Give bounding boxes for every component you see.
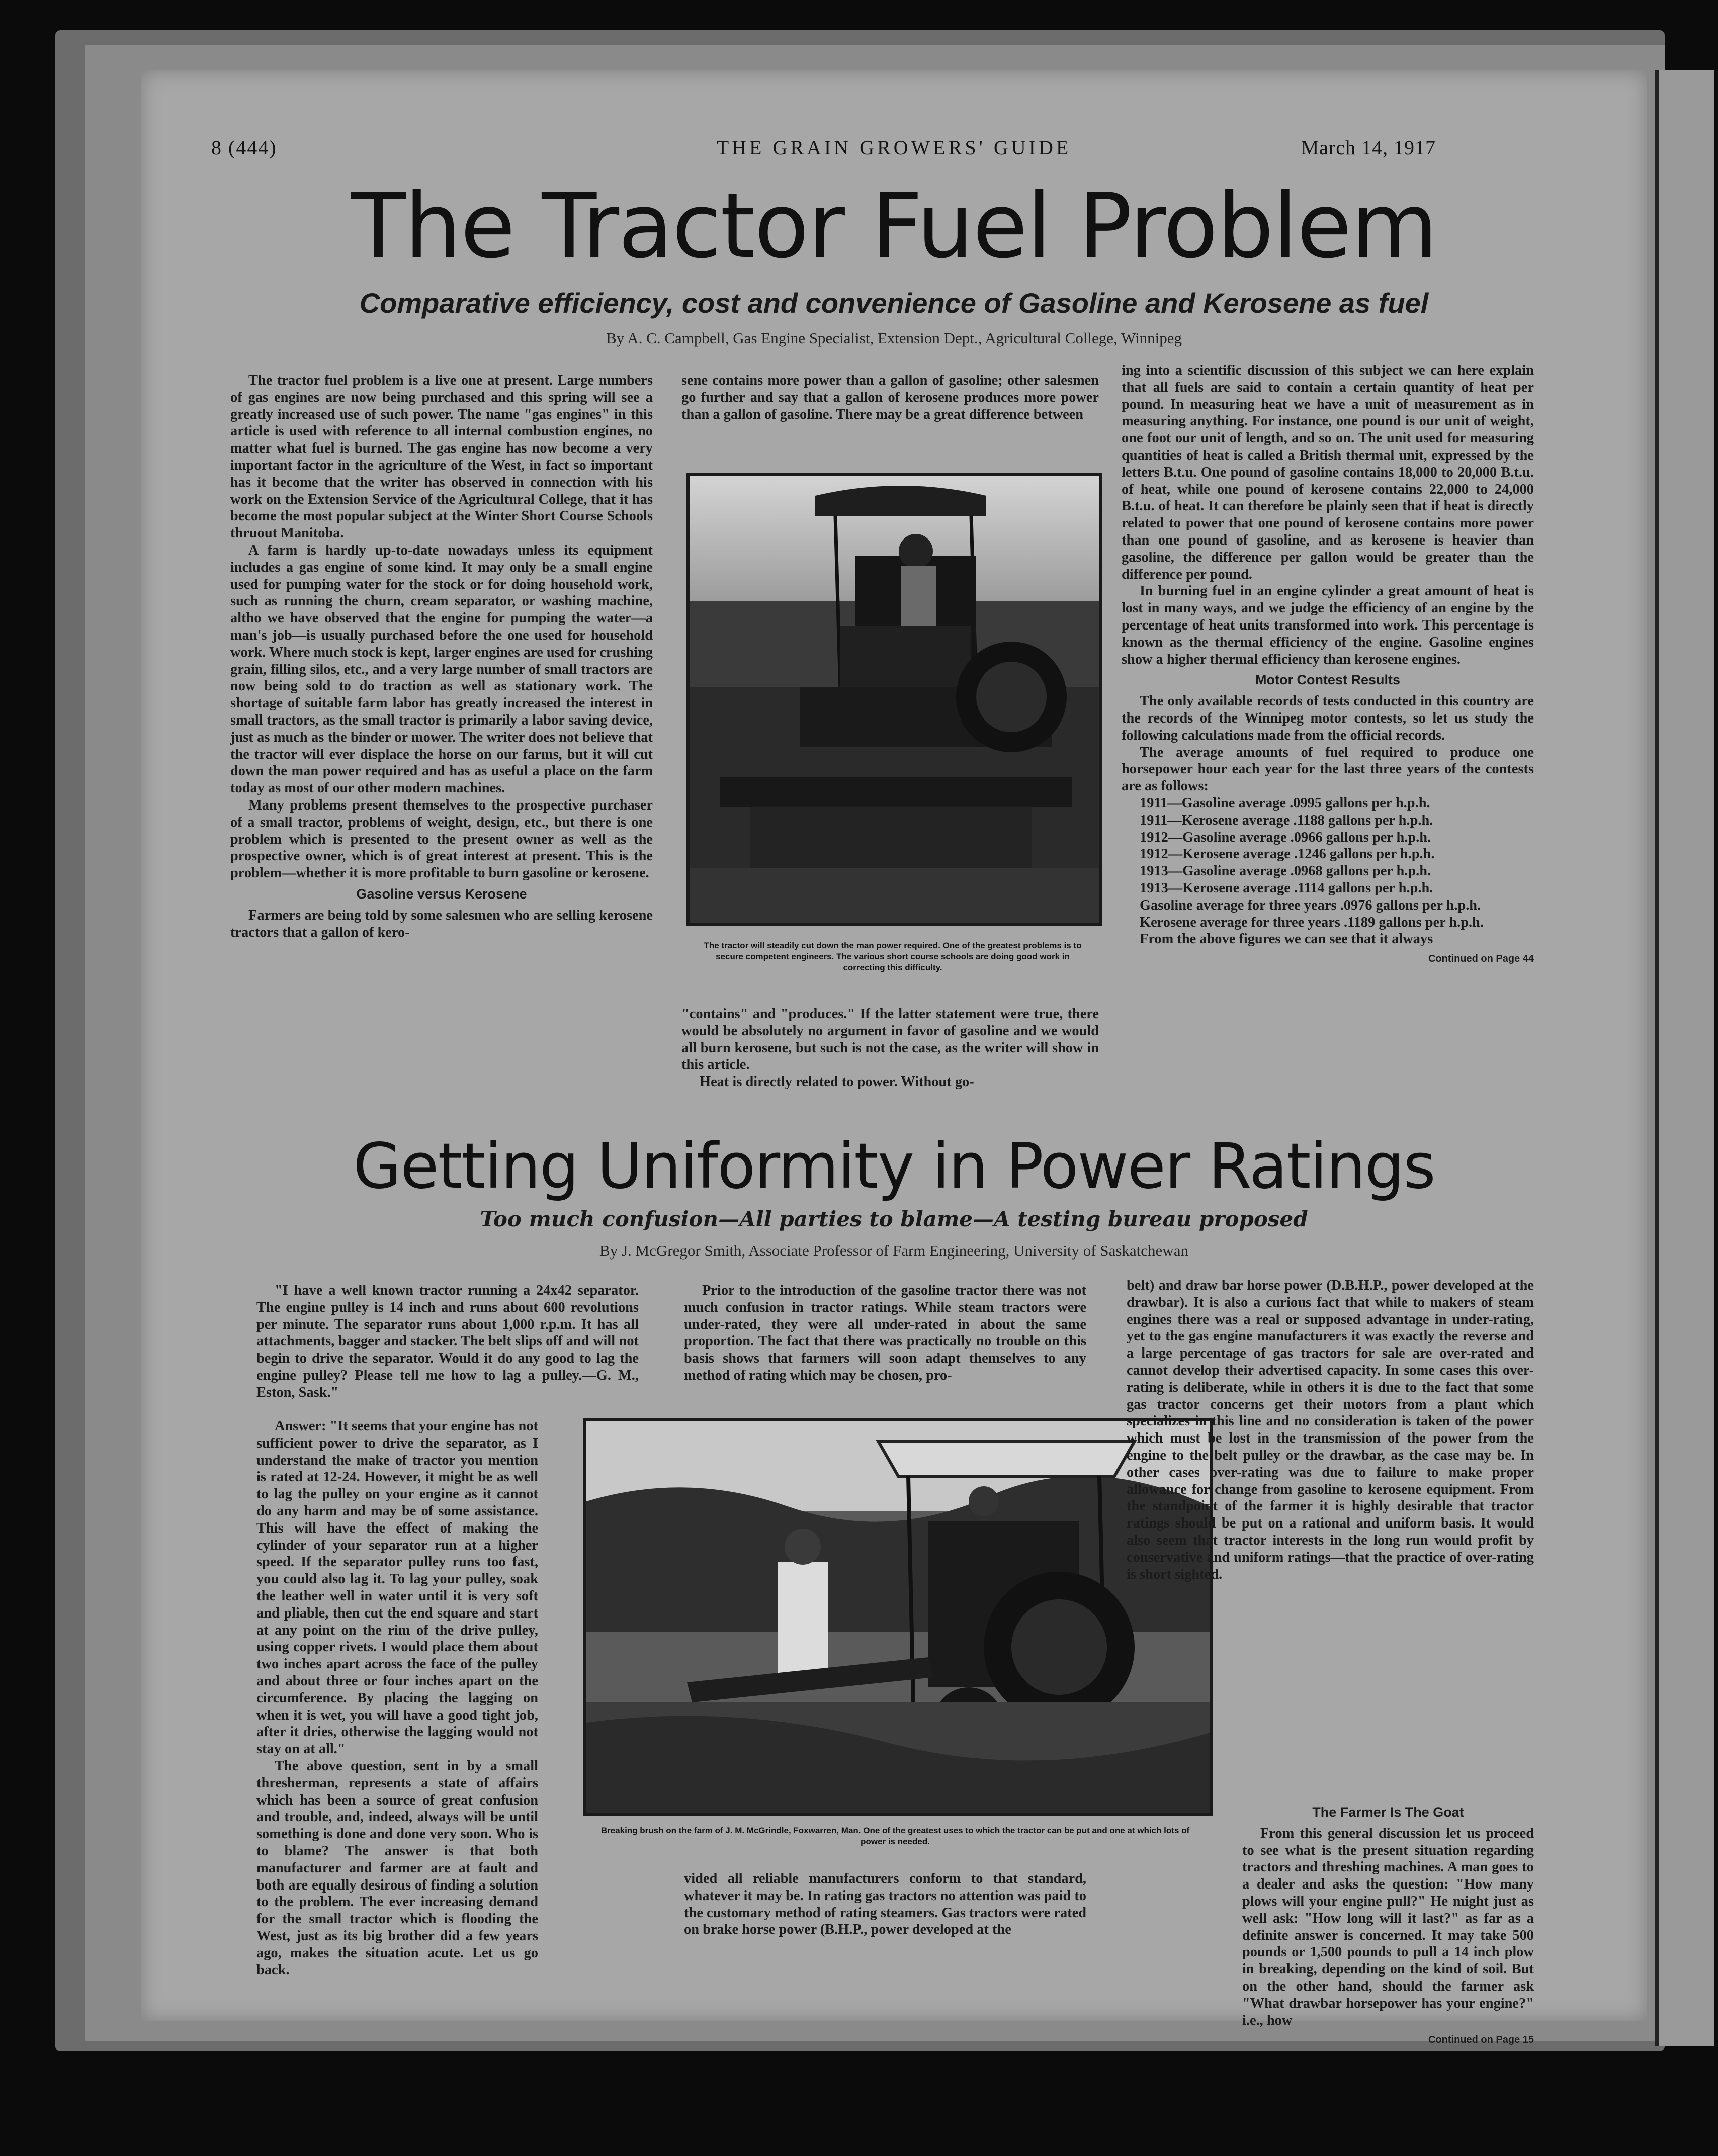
article2-column-1-top [256,1282,639,1401]
article1-subtitle: Comparative efficiency, cost and convenience of Gasoline and Kerosene as fuel [359,287,1429,319]
article1-subhead-gasoline-vs-kerosene: Gasoline versus Kerosene [356,886,527,902]
article2-subhead-farmer-is-the-goat: The Farmer Is The Goat [1312,1805,1464,1820]
article2-byline: By J. McGregor Smith, Associate Professor of Farm Engineering, University of Saskatchewan [599,1242,1188,1260]
brush-photo-caption: Breaking brush on the farm of J. M. McGrindle, Foxwarren, Man. One of the greatest uses to which the tractor can be put and one at which lots of power is needed. [600,1826,1190,1846]
article2-col3-paragraph: From this general discussion let us proceed to see what is the present situation regarding tractors and threshing machines. A man goes to a dealer and asks the question: "How many plows will your engine pull?" He might just as well ask: "How long will it last?" as far as a definite answer is concerned. It may take 500 pounds or 1,500 pounds to pull a 14 inch plow in breaking, depending on the kind of soil. But on the other hand, should the farmer ask "What drawbar horsepower has your engine?" i.e., how [1242,1825,1534,2028]
article1-column-2-bottom [681,1006,1099,1091]
article1-column-2-top [681,372,1099,423]
article1-title: The Tractor Fuel Problem [351,174,1437,278]
article2-col1-paragraph: The above question, sent in by a small thresherman, represents a state of affairs which has been a source of great confusion and trouble, and, indeed, always will be until something is done and done very soon. Who is to blame? The answer is that both manufacturer and farmer are at fault and both are equally desirous of finding a solution to the problem. The ever increasing demand for the small tractor which is flooding the West, just as its big brother did a few years ago, makes the situation acute. Let us go back. [256,1758,538,1978]
article2-col3-paragraph: belt) and draw bar horse power (D.B.H.P., power developed at the drawbar). It is also a curious fact that while to makers of steam engines there was a real or supposed advantage in under-rating, yet to the gas engine manufacturers it was exactly the reverse and a large percentage of gas tractors for sale are over-rated and cannot develop their advertised capacity. In some cases this over-rating is deliberate, while in others it is due to the fact that some gas tractor concerns get their motors from a plant which specializes in this line and no consideration is taken of the power which must be lost in the transmission of the power from the engine to the belt pulley or the drawbar, as the case may be. In other cases over-rating was due to failure to make proper allowance for change from gasoline to kerosene equipment. From the standpoint of the farmer it is highly desirable that tractor ratings should be put on a rational and uniform basis. It would also seem that tractor interests in the long run would profit by conservative and uniform ratings—that the practice of over-rating is short sighted. [1127,1278,1534,1582]
article2-column-2-top [684,1282,1086,1384]
article1-col2-paragraph: Heat is directly related to power. Without go- [700,1074,974,1090]
article2-column-1-narrow [256,1418,538,1979]
article1-subhead-motor-contest-results: Motor Contest Results [1255,672,1400,688]
article2-continued-notice: Continued on Page 15 [1428,2034,1534,2046]
article2-column-3-middle [1242,1800,1534,2049]
fuel-record-line: 1912—Gasoline average .0966 gallons per h.p.h. [1140,829,1431,845]
article1-col1-paragraph: A farm is hardly up-to-date nowadays unless its equipment includes a gas engine of some kind. It may only be a small engine used for pumping water for the stock or for doing household work, such as running the churn, cream separator, or washing machine, altho we have observed that the engine for pumping the water—a man's job—is usually purchased before the one used for household work. Where much stock is kept, larger engines are used for crushing grain, filling silos, etc., and a very large number of small tractors are now being sold to do traction as well as stationary work. The shortage of suitable farm labor has greatly increased the interest in small tractors, as the small tractor is primarily a labor saving device, just as much as the binder or mower. The writer does not believe that the tractor will ever displace the horse on our farms, but it will cut down the man power required and has as useful a place on the farm today as most of our other modern machines. [230,542,653,796]
article1-col3-paragraph: From the above figures we can see that it always [1140,931,1433,947]
brush-breaking-photo [583,1418,1213,1816]
page-number: 8 (444) [211,136,277,159]
article1-col2-paragraph: sene contains more power than a gallon of gasoline; other salesmen go further and say that a gallon of kerosene produces more power than a gallon of gasoline. There may be a great difference between [681,373,1099,422]
article1-col1-paragraph: The tractor fuel problem is a live one at present. Large numbers of gas engines are now being purchased and this spring will see a greatly increased use of such power. The name "gas engines" in this article is used with reference to all internal combustion engines, no matter what fuel is burned. The gas engine has now become a very important factor in the agriculture of the West, in fact so important has it become that the writer has observed in connection with his work on the Extension Service of the Agricultural College, that it has become the most popular subject at the Winter Short Course Schools thruout Manitoba. [230,373,653,542]
brush-breaking-illustration [586,1421,1210,1813]
article1-col3-paragraph: The average amounts of fuel required to produce one horsepower hour each year for the last three years of the contests are as follows: [1122,744,1534,794]
article1-col3-paragraph: In burning fuel in an engine cylinder a great amount of heat is lost in many ways, and we judge the efficiency of an engine by the percentage of heat units transformed into work. This percentage is known as the thermal efficiency of the engine. Gasoline engines show a higher thermal efficiency than kerosene engines. [1122,583,1534,667]
fuel-record-line: 1913—Gasoline average .0968 gallons per h.p.h. [1140,863,1431,879]
article1-continued-notice: Continued on Page 44 [1428,953,1534,965]
article1-col3-paragraph: The only available records of tests conducted in this country are the records of the Winnipeg motor contests, so let us study the following calculations made from the official records. [1122,693,1534,743]
fuel-record-line: 1911—Gasoline average .0995 gallons per h.p.h. [1140,795,1430,811]
article1-col3-paragraph: Gasoline average for three years .0976 gallons per h.p.h. [1140,897,1481,913]
tractor-photo-illustration [690,476,1099,923]
article2-subtitle: Too much confusion—All parties to blame—A testing bureau proposed [480,1207,1308,1231]
article1-col2-paragraph: "contains" and "produces." If the latter statement were true, there would be absolutely no argument in favor of gasoline and we would all burn kerosene, but such is not the case, as the writer will show in this article. [681,1006,1099,1073]
article2-title: Getting Uniformity in Power Ratings [353,1130,1435,1203]
fuel-record-line: 1911—Kerosene average .1188 gallons per h.p.h. [1140,812,1433,828]
article2-col2-paragraph: Prior to the introduction of the gasoline tractor there was not much confusion in tractor ratings. While steam tractors were under-rated, they were all under-rated in about the same proportion. The fact that there was practically no trouble on this basis shows that farmers will soon adapt themselves to any method of rating which may be chosen, pro- [684,1283,1086,1383]
publication-name: THE GRAIN GROWERS' GUIDE [716,136,1072,159]
article1-col1-paragraph: Many problems present themselves to the prospective purchaser of a small tractor, problems of weight, design, etc., but there is one problem which is presented to the present owner as well as the prospective owner, which is of great interest at present. This is the problem—whether it is more profitable to burn gasoline or kerosene. [230,797,653,881]
article2-col1-paragraph: Answer: "It seems that your engine has not sufficient power to drive the separator, as I understand the make of tractor you mention is rated at 12-24. However, it might be as well to lag the pulley on your engine as it cannot do any harm and may be of some assistance. This will have the effect of making the cylinder of your separator run at a higher speed. If the separator pulley runs too fast, you could also lag it. To lag your pulley, soak the leather well in water until it is very soft and pliable, then cut the end square and start at any point on the rim of the drive pulley, using copper rivets. I would place them about two inches apart across the face of the pulley and about three or four inches apart on the circumference. By placing the lagging on when it is wet, you will have a good tight job, after it dries, otherwise the lagging would not stay on at all." [256,1418,538,1757]
tractor-plowing-photo [686,473,1102,926]
article1-col3-paragraph: Kerosene average for three years .1189 gallons per h.p.h. [1140,914,1484,930]
article1-col3-paragraph: ing into a scientific discussion of this subject we can here explain that all fuels are said to contain a certain quantity of heat per pound. In measuring heat we have a unit of measurement as in measuring anything. For instance, one pound is our unit of weight, one foot our unit of length, and so on. The unit used for measuring quantities of heat is called a British thermal unit, expressed by the letters B.t.u. One pound of gasoline contains 18,000 to 20,000 B.t.u. of heat, while one pound of kerosene contains 22,000 to 24,000 B.t.u. of heat. It can therefore be plainly seen that if heat is directly related to power that one pound of kerosene contains more power than one pound of gasoline, and as kerosene is heavier than gasoline, the difference per gallon would be greater than the difference per pound. [1122,363,1534,582]
issue-date: March 14, 1917 [1301,136,1436,159]
tractor-photo-caption: The tractor will steadily cut down the man power required. One of the greatest problems is to secure competent engineers. The various short course schools are doing good work in correcting this difficulty. [704,941,1082,972]
newspaper-page [141,70,1647,2046]
article2-col1-paragraph: "I have a well known tractor running a 24x42 separator. The engine pulley is 14 inch and runs about 600 revolutions per minute. The separator runs about 1,000 r.p.m. It has all attachments, bagger and stacker. The belt slips off and will not begin to drive the separator. Would it do any good to lag the engine pulley? Please tell me how to lag a pulley.—G. M., Eston, Sask." [256,1283,639,1400]
article1-byline: By A. C. Campbell, Gas Engine Specialist, Extension Dept., Agricultural College, Winnipeg [606,329,1182,347]
article2-column-2-bottom [684,1870,1086,1938]
article1-column-1 [230,372,653,941]
article1-column-3 [1122,362,1534,968]
fuel-record-line: 1913—Kerosene average .1114 gallons per h.p.h. [1140,880,1433,896]
article1-col1-paragraph: Farmers are being told by some salesmen who are selling kerosene tractors that a gallon of kero- [230,907,653,940]
article2-col2-paragraph: vided all reliable manufacturers conform to that standard, whatever it may be. In rating gas tractors no attention was paid to the customary method of rating steamers. Gas tractors were rated on brake horse power (B.H.P., power developed at the [684,1871,1086,1938]
facing-page-edge [1655,70,1714,2046]
article2-column-3-top [1127,1277,1534,1583]
fuel-record-line: 1912—Kerosene average .1246 gallons per h.p.h. [1140,846,1435,862]
